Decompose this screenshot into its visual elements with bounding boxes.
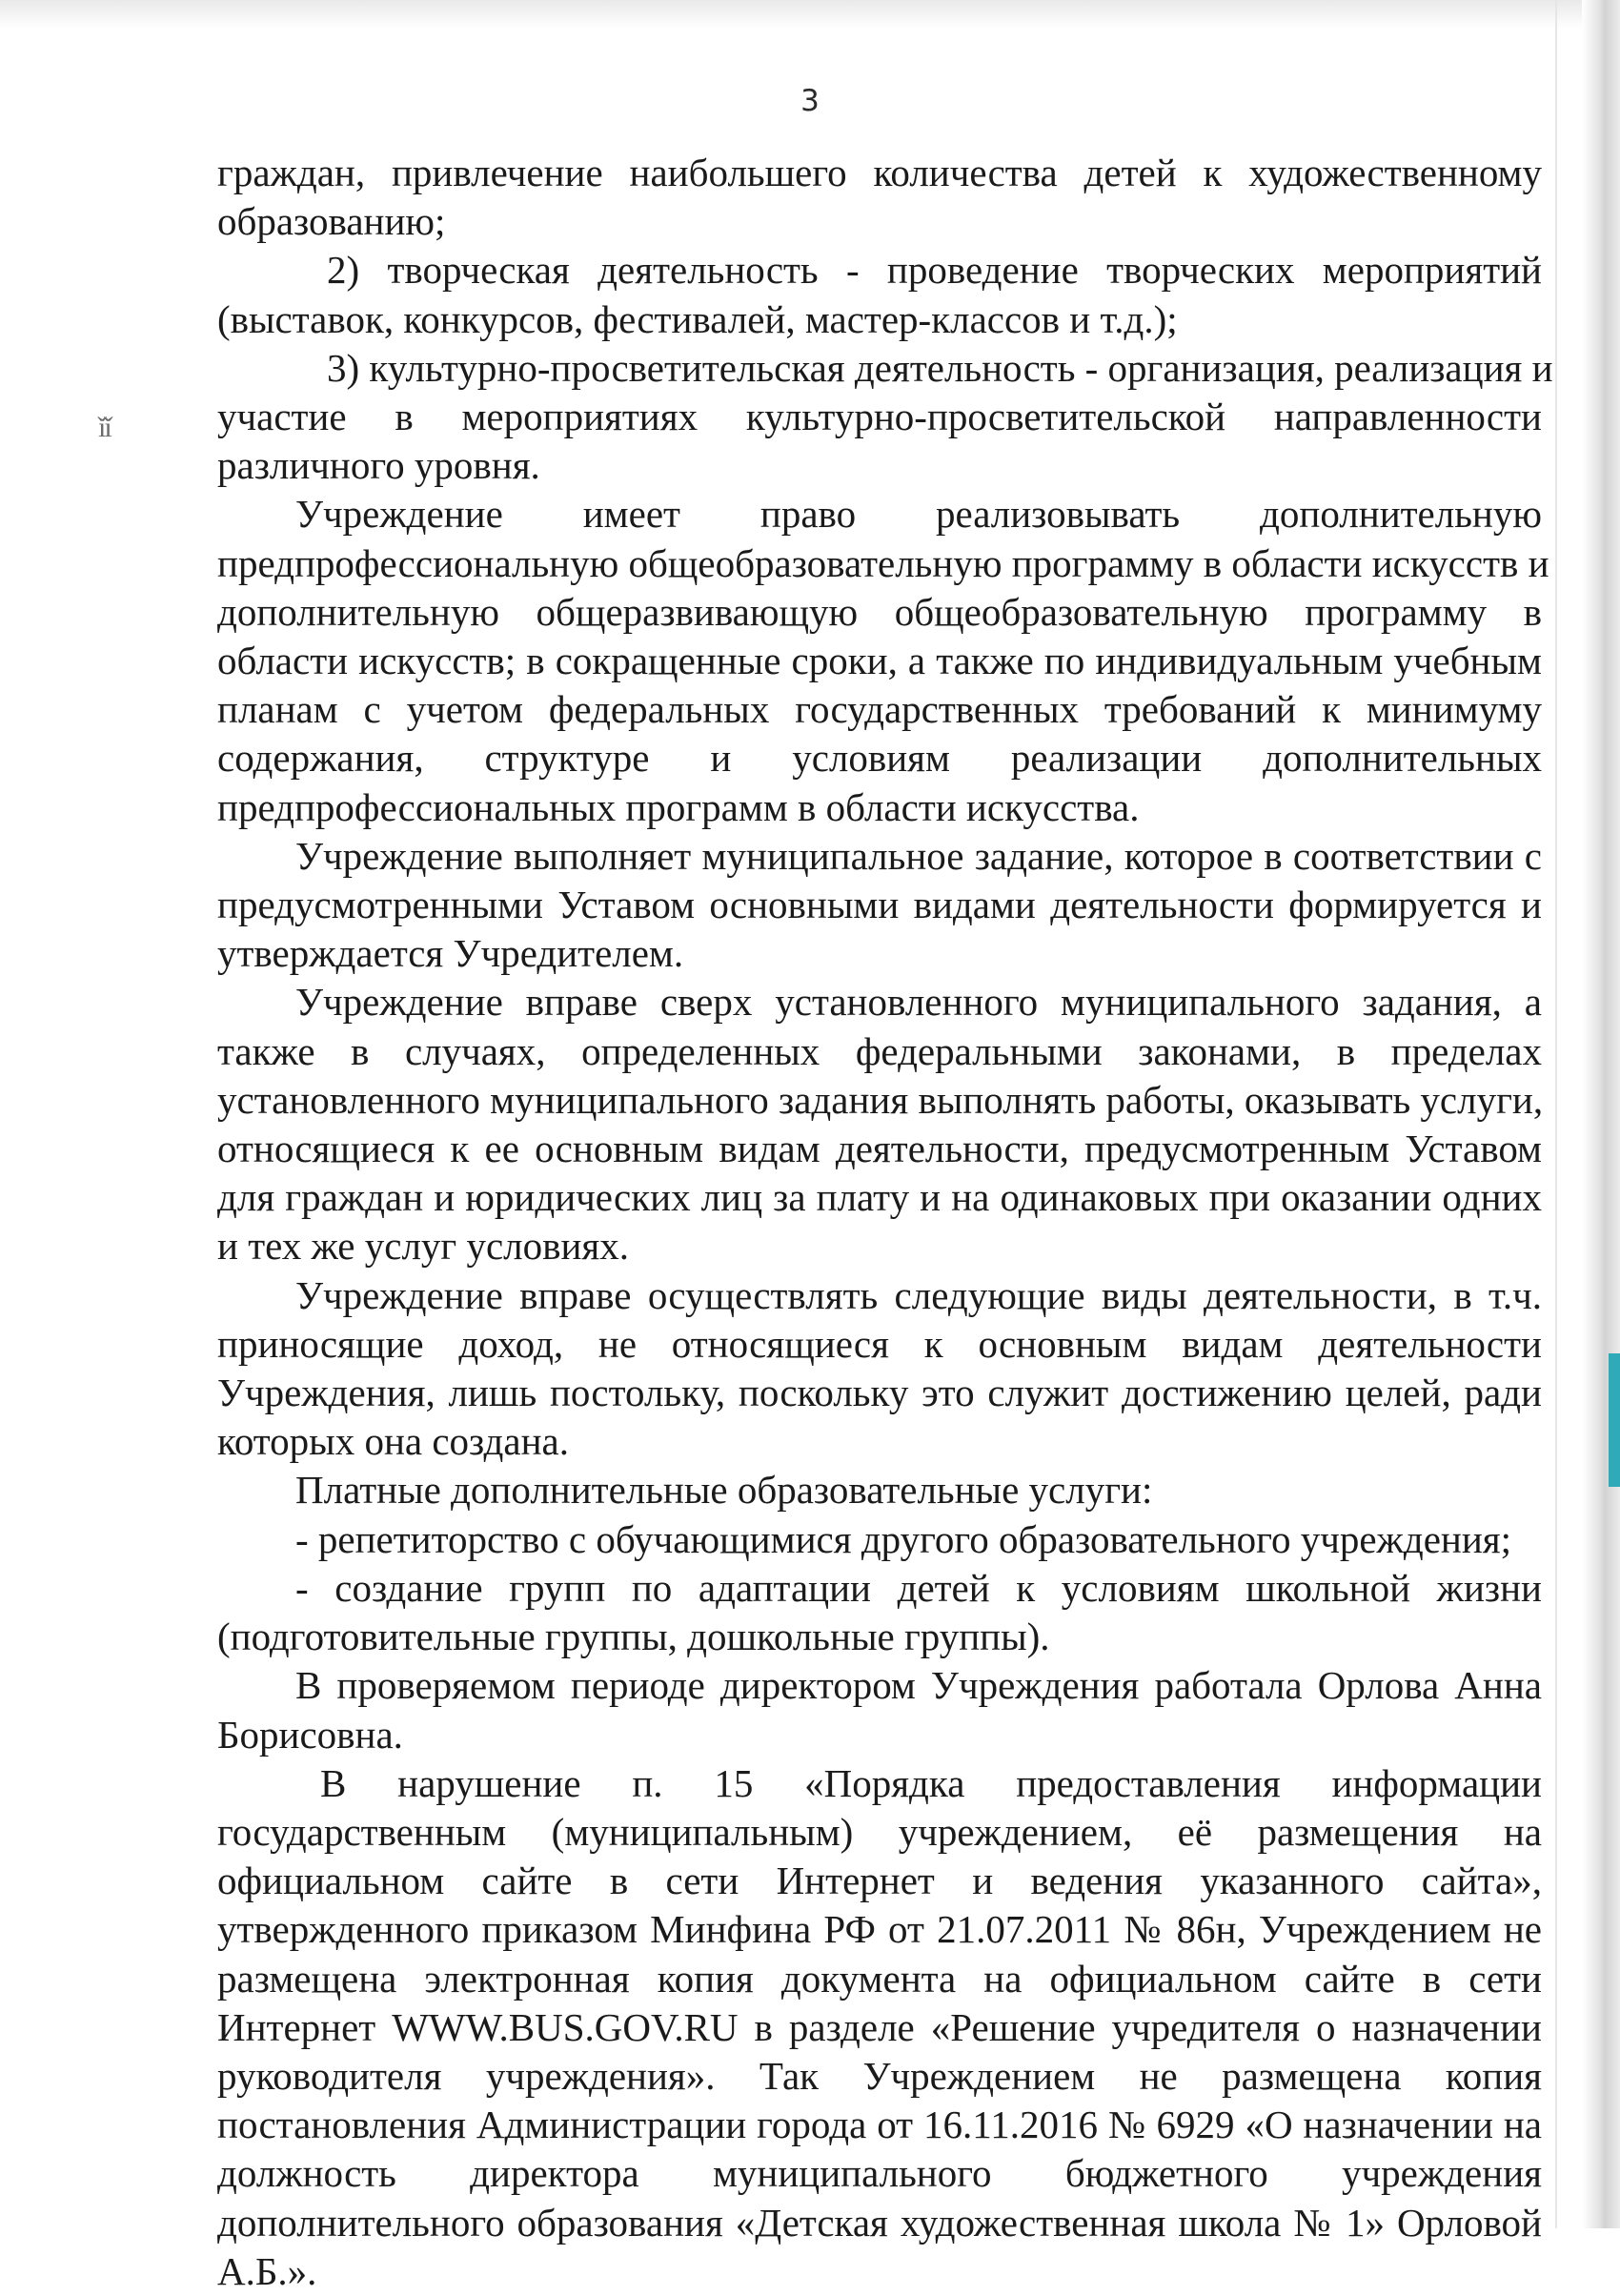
text-line: официальном сайте в сети Интернет и ведения указанного сайта», [217, 1859, 1542, 1903]
text-line: для граждан и юридических лиц за плату и на одинаковых при оказании одних [217, 1175, 1542, 1220]
page-number: 3 [800, 84, 820, 118]
side-color-tab [1609, 1353, 1620, 1487]
text-line: Борисовна. [217, 1712, 403, 1757]
text-line: - создание групп по адаптации детей к условиям школьной жизни [295, 1565, 1542, 1610]
text-line: дополнительного образования «Детская художественная школа № 1» Орловой [217, 2200, 1542, 2245]
text-line: В нарушение п. 15 «Порядка предоставления информации [320, 1760, 1542, 1805]
text-line: (выставок, конкурсов, фестивалей, мастер-классов и т.д.); [217, 296, 1178, 341]
text-line: В проверяемом периоде директором Учреждения работала Орлова Анна [295, 1663, 1542, 1708]
text-line: участие в мероприятиях культурно-просветительской направленности [217, 395, 1542, 439]
text-line: - репетиторство с обучающимися другого образовательного учреждения; [295, 1516, 1512, 1561]
text-line: также в случаях, определенных федеральными законами, в пределах [217, 1028, 1542, 1073]
scan-fold-line [1555, 0, 1557, 2228]
text-line: Интернет WWW.BUS.GOV.RU в разделе «Решение учредителя о назначении [217, 2004, 1542, 2049]
text-line: дополнительную общеразвивающую общеобразовательную программу в [217, 589, 1542, 634]
text-line: приносящие доход, не относящиеся к основным видам деятельности [217, 1321, 1542, 1366]
text-line: Учреждение вправе сверх установленного муниципального задания, а [295, 980, 1542, 1025]
text-line: Учреждения, лишь постольку, поскольку это служит достижению целей, ради [217, 1371, 1542, 1415]
text-line: А.Б.». [217, 2248, 317, 2293]
text-line: образованию; [217, 199, 446, 244]
scan-shadow-top [0, 0, 1620, 29]
text-line: (подготовительные группы, дошкольные группы). [217, 1615, 1050, 1659]
text-line: содержания, структуре и условиям реализации дополнительных [217, 736, 1542, 781]
document-body [217, 149, 1553, 2296]
text-line: утвержденного приказом Минфина РФ от 21.07.2011 № 86н, Учреждением не [217, 1907, 1542, 1952]
text-line: должность директора муниципального бюджетного учреждения [217, 2151, 1542, 2196]
text-line: Платные дополнительные образовательные услуги: [295, 1468, 1153, 1513]
text-line: планам с учетом федеральных государственных требований к минимуму [217, 687, 1542, 732]
margin-mark: ǐǐ [98, 412, 111, 443]
text-line: 3) культурно-просветительская деятельность - организация, реализация и [327, 345, 1553, 390]
text-line: постановления Администрации города от 16.11.2016 № 6929 «О назначении на [217, 2103, 1542, 2147]
text-line: 2) творческая деятельность - проведение творческих мероприятий [327, 248, 1542, 293]
text-line: утверждается Учредителем. [217, 931, 684, 976]
text-line: относящиеся к ее основным видам деятельности, предусмотренным Уставом [217, 1127, 1542, 1171]
text-line: предусмотренными Уставом основными видами деятельности формируется и [217, 883, 1542, 927]
text-line: различного уровня. [217, 443, 540, 488]
text-line: руководителя учреждения». Так Учреждением не размещена копия [217, 2053, 1542, 2098]
text-line: области искусств; в сокращенные сроки, а также по индивидуальным учебным [217, 639, 1542, 683]
text-line: предпрофессиональную общеобразовательную программу в области искусств и [217, 540, 1549, 585]
text-line: и тех же услуг условиях. [217, 1224, 630, 1269]
text-line: размещена электронная копия документа на официальном сайте в сети [217, 1956, 1542, 2001]
text-line: Учреждение выполняет муниципальное задание, которое в соответствии с [295, 833, 1542, 878]
text-line: Учреждение имеет право реализовывать дополнительную [295, 492, 1542, 537]
scan-edge-right [1582, 0, 1620, 2228]
text-line: Учреждение вправе осуществлять следующие виды деятельности, в т.ч. [295, 1272, 1542, 1317]
text-line: установленного муниципального задания выполнять работы, оказывать услуги, [217, 1077, 1544, 1122]
text-line: государственным (муниципальным) учреждением, её размещения на [217, 1809, 1542, 1854]
text-line: предпрофессиональных программ в области искусства. [217, 784, 1140, 829]
text-line: которых она создана. [217, 1419, 569, 1464]
text-line: граждан, привлечение наибольшего количества детей к художественному [217, 151, 1542, 194]
